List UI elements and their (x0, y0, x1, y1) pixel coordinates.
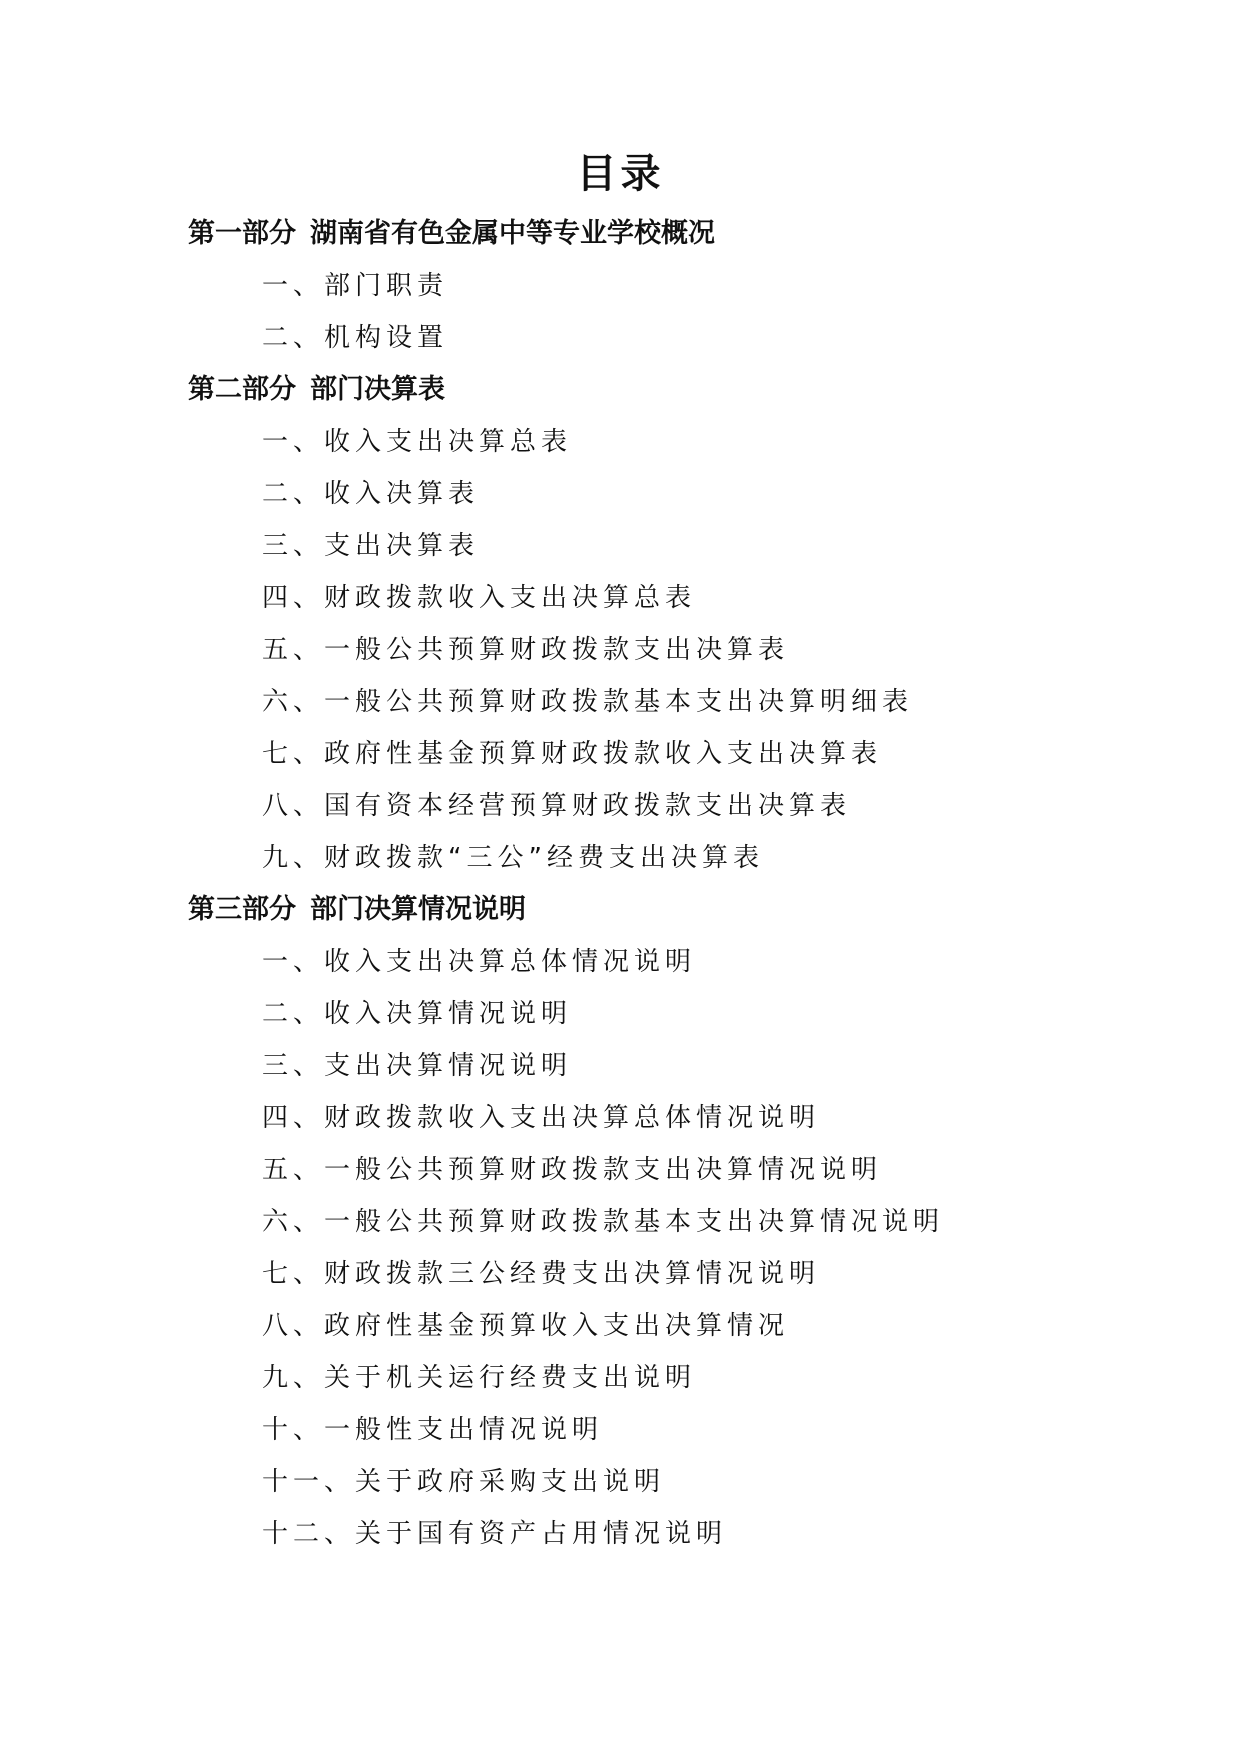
toc-item[interactable]: 八、国有资本经营预算财政拨款支出决算表 (262, 791, 852, 821)
toc-item[interactable]: 一、收入支出决算总体情况说明 (262, 947, 697, 977)
table-of-contents (188, 208, 1188, 1560)
toc-part-3[interactable] (188, 884, 1188, 936)
toc-item[interactable]: 七、财政拨款三公经费支出决算情况说明 (262, 1259, 821, 1289)
part-number: 第三部分 (188, 894, 296, 925)
toc-item[interactable]: 五、一般公共预算财政拨款支出决算情况说明 (262, 1155, 883, 1185)
toc-item[interactable]: 九、关于机关运行经费支出说明 (262, 1363, 697, 1393)
toc-item[interactable]: 二、机构设置 (262, 323, 449, 353)
page-title: 目录 (576, 151, 665, 197)
toc-item[interactable]: 八、政府性基金预算收入支出决算情况 (262, 1311, 790, 1341)
part-title: 部门决算情况说明 (310, 894, 526, 925)
part-title: 部门决算表 (310, 374, 445, 405)
toc-item[interactable]: 二、收入决算情况说明 (262, 999, 573, 1029)
toc-part-2[interactable] (188, 364, 1188, 416)
toc-item[interactable]: 七、政府性基金预算财政拨款收入支出决算表 (262, 739, 883, 769)
toc-item[interactable]: 二、收入决算表 (262, 479, 480, 509)
toc-item[interactable]: 三、支出决算表 (262, 531, 480, 561)
toc-item[interactable]: 三、支出决算情况说明 (262, 1051, 573, 1081)
toc-item[interactable]: 一、收入支出决算总表 (262, 427, 573, 457)
part-number: 第二部分 (188, 374, 296, 405)
toc-item[interactable]: 六、一般公共预算财政拨款基本支出决算明细表 (262, 687, 914, 717)
toc-item[interactable]: 四、财政拨款收入支出决算总体情况说明 (262, 1103, 821, 1133)
toc-part-1[interactable] (188, 208, 1188, 260)
toc-item[interactable]: 十一、关于政府采购支出说明 (262, 1467, 666, 1497)
toc-item[interactable]: 四、财政拨款收入支出决算总表 (262, 583, 697, 613)
toc-item[interactable]: 一、部门职责 (262, 271, 449, 301)
toc-item[interactable]: 十、一般性支出情况说明 (262, 1415, 604, 1445)
part-number: 第一部分 (188, 218, 296, 249)
toc-item[interactable]: 六、一般公共预算财政拨款基本支出决算情况说明 (262, 1207, 945, 1237)
toc-item[interactable]: 五、一般公共预算财政拨款支出决算表 (262, 635, 790, 665)
toc-item[interactable]: 九、财政拨款“三公”经费支出决算表 (262, 843, 764, 873)
part-title: 湖南省有色金属中等专业学校概况 (310, 218, 715, 249)
toc-item[interactable]: 十二、关于国有资产占用情况说明 (262, 1519, 728, 1549)
